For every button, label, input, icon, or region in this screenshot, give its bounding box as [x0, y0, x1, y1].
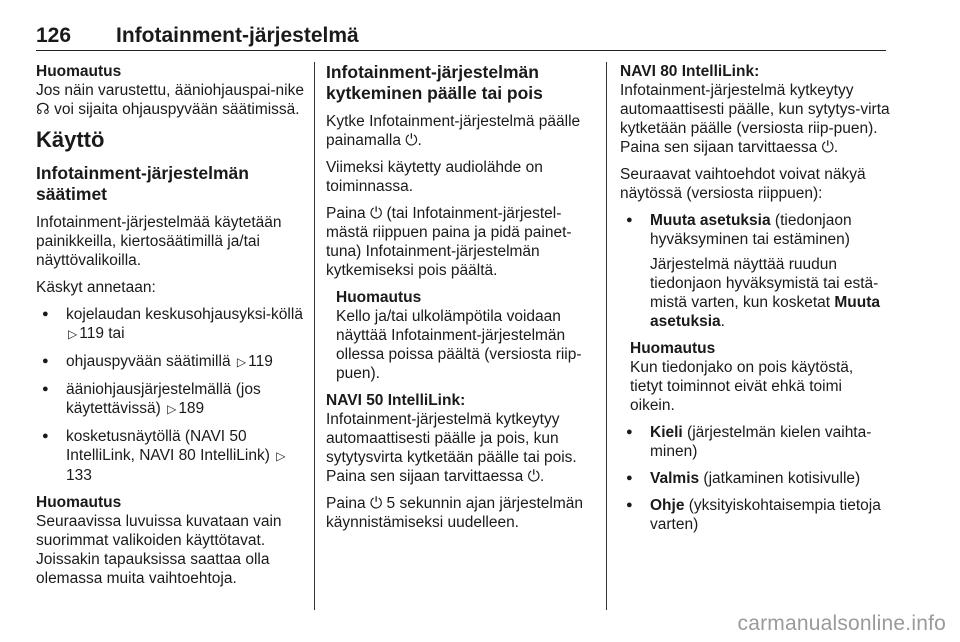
column-left	[36, 62, 304, 596]
paragraph: Käskyt annetaan:	[36, 279, 156, 296]
navi50-block	[326, 391, 596, 486]
subsection-title: Infotainment-järjestelmän kytkeminen päälle tai pois	[326, 62, 543, 103]
list-item: ● ohjauspyvään säätimillä ▷ 119	[36, 352, 304, 372]
watermark: carmanualsonline.info	[737, 612, 946, 635]
page-reference[interactable]: 189	[178, 400, 205, 417]
navi80-text: Infotainment-järjestelmä kytkeytyy automaattisesti päälle, kun sytytys-virta kytketään päälle (versiosta riip-puen). Paina sen sijaan tarvittaessa ⏻.	[620, 82, 890, 156]
navi80-title: NAVI 80 IntelliLink:	[620, 63, 760, 80]
note-box	[620, 339, 890, 415]
section-title: Käyttö	[36, 127, 105, 152]
note-box	[326, 288, 596, 383]
paragraph: Viimeksi käytetty audiolähde on toiminnassa.	[326, 159, 543, 195]
note-box	[36, 62, 304, 119]
paragraph: Kytke Infotainment-järjestelmä päälle painamalla ⏻.	[326, 113, 581, 149]
ref-arrow-icon: ▷	[68, 327, 78, 341]
command-list	[36, 305, 304, 485]
list-item: ● Kieli (järjestelmän kielen vaihta-minen)	[620, 423, 890, 461]
ref-arrow-icon: ▷	[167, 402, 177, 416]
page-header	[36, 22, 886, 51]
navi50-text: Infotainment-järjestelmä kytkeytyy automaattisesti päälle ja pois, kun sytytysvirta kytketään päälle tai pois. Paina sen sijaan tarvittaessa ⏻.	[326, 411, 577, 485]
list-item: ● Muuta asetuksia (tiedonjaon hyväksyminen tai estäminen) Järjestelmä näyttää ruudun tiedonjaon hyväksymistä tai estä-mistä varten, kun kosketat Muuta asetuksia.	[620, 211, 890, 331]
note-text: Seuraavissa luvuissa kuvataan vain suorimmat valikoiden käyttötavat. Joissakin tapauksissa saattaa olla olemassa muita vaihtoehtoja.	[36, 513, 282, 587]
column-divider	[606, 62, 607, 610]
page-title: Infotainment-järjestelmä	[116, 24, 359, 47]
subsection-title: Infotainment-järjestelmän säätimet	[36, 163, 249, 204]
ref-arrow-icon: ▷	[276, 449, 286, 463]
paragraph: Paina ⏻ 5 sekunnin ajan järjestelmän käynnistämiseksi uudelleen.	[326, 495, 583, 531]
column-divider	[314, 62, 315, 610]
note-text: Kun tiedonjako on pois käytöstä, tietyt toiminnot eivät ehkä toimi oikein.	[630, 359, 854, 414]
column-middle	[326, 62, 596, 540]
navi80-block	[620, 62, 890, 157]
list-item: ● Valmis (jatkaminen kotisivulle)	[620, 469, 890, 488]
option-description: Järjestelmä näyttää ruudun tiedonjaon hyväksymistä tai estä-mistä varten, kun kosketat Muuta asetuksia.	[650, 256, 880, 330]
option-name: Valmis	[650, 470, 700, 487]
note-text: Jos näin varustettu, ääniohjauspai-nike ☊ voi sijaita ohjauspyvään säätimissä.	[36, 82, 304, 118]
page-reference[interactable]: 119	[248, 353, 273, 370]
page-number: 126	[36, 24, 72, 47]
paragraph: Paina ⏻ (tai Infotainment-järjestel-mästä riippuen paina ja pidä painet-tuna) Infotainment-järjestelmän kytkemiseksi pois päältä.	[326, 205, 572, 279]
list-item: ● ääniohjausjärjestelmällä (jos käytettävissä) ▷ 189	[36, 380, 304, 419]
list-item: ● kojelaudan keskusohjausyksi-köllä ▷ 119 tai	[36, 305, 304, 344]
note-title: Huomautus	[36, 63, 122, 80]
ref-arrow-icon: ▷	[236, 355, 247, 369]
page-reference[interactable]: 119 tai	[79, 325, 125, 342]
options-list	[620, 423, 890, 534]
column-right	[620, 62, 890, 542]
note-box	[36, 493, 304, 588]
options-list	[620, 211, 890, 331]
note-title: Huomautus	[630, 340, 716, 357]
page-reference[interactable]: 133	[66, 467, 92, 484]
option-name: Kieli	[650, 424, 683, 441]
option-name: Ohje	[650, 497, 685, 514]
paragraph: Seuraavat vaihtoehdot voivat näkyä näytössä (versiosta riippuen):	[620, 166, 866, 202]
paragraph: Infotainment-järjestelmää käytetään painikkeilla, kiertosäätimillä ja/tai näyttövalikoilla.	[36, 214, 282, 269]
note-title: Huomautus	[336, 289, 422, 306]
list-item: ● Ohje (yksityiskohtaisempia tietoja varten)	[620, 496, 890, 534]
note-text: Kello ja/tai ulkolämpötila voidaan näyttää Infotainment-järjestelmän ollessa poissa päältä (versiosta riip-puen).	[336, 308, 582, 382]
navi50-title: NAVI 50 IntelliLink:	[326, 392, 466, 409]
option-name: Muuta asetuksia	[650, 212, 771, 229]
list-item: ● kosketusnäytöllä (NAVI 50 IntelliLink, NAVI 80 IntelliLink) ▷133	[36, 427, 304, 485]
note-title: Huomautus	[36, 494, 122, 511]
